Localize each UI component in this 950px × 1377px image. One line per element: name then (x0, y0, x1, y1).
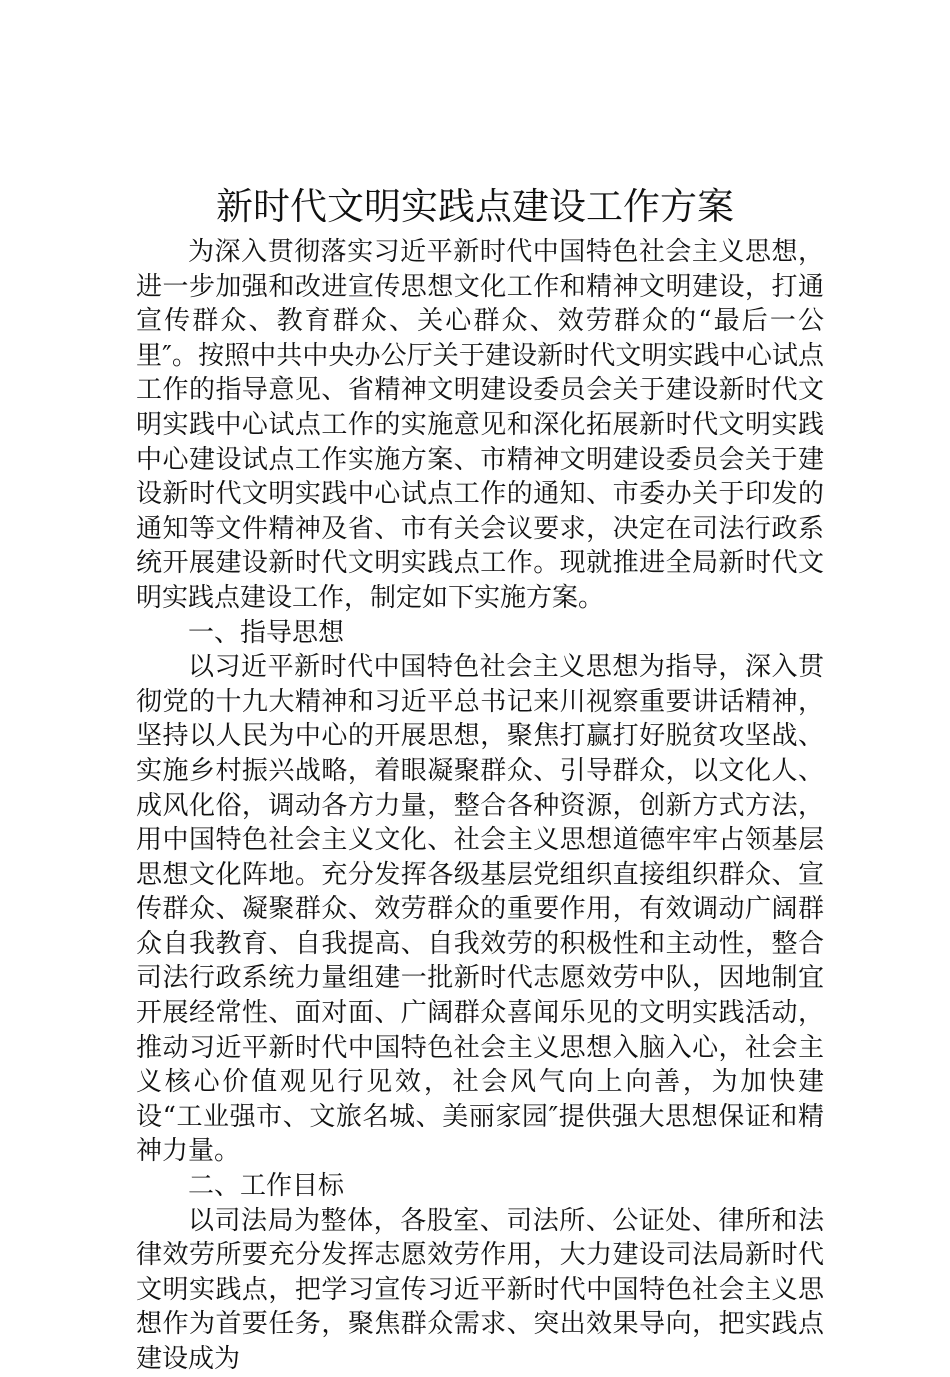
document-body (136, 235, 824, 1377)
paragraph-guiding-ideology: 以习近平新时代中国特色社会主义思想为指导，深入贯彻党的十九大精神和习近平总书记来川视察重要讲话精神，坚持以人民为中心的开展思想，聚焦打赢打好脱贫攻坚战、实施乡村振兴战略，着眼凝聚群众、引导群众，以文化人、成风化俗，调动各方力量，整合各种资源，创新方式方法，用中国特色社会主义文化、社会主义思想道德牢牢占领基层思想文化阵地。充分发挥各级基层党组织直接组织群众、宣传群众、凝聚群众、效劳群众的重要作用，有效调动广阔群众自我教育、自我提高、自我效劳的积极性和主动性，整合司法行政系统力量组建一批新时代志愿效劳中队，因地制宜开展经常性、面对面、广阔群众喜闻乐见的文明实践活动，推动习近平新时代中国特色社会主义思想入脑入心，社会主义核心价值观见行见效，社会风气向上向善，为加快建设“工业强市、文旅名城、美丽家园″提供强大思想保证和精神力量。 (136, 652, 824, 1167)
paragraph-work-goals: 以司法局为整体，各股室、司法所、公证处、律所和法律效劳所要充分发挥志愿效劳作用，大力建设司法局新时代文明实践点，把学习宣传习近平新时代中国特色社会主义思想作为首要任务，聚焦群众需求、突出效果导向，把实践点建设成为 (136, 1205, 824, 1374)
section-heading-guiding-ideology: 一、指导思想 (188, 617, 345, 648)
document-title: 新时代文明实践点建设工作方案 (216, 185, 734, 228)
paragraph-intro: 为深入贯彻落实习近平新时代中国特色社会主义思想，进一步加强和改进宣传思想文化工作和精神文明建设，打通宣传群众、教育群众、关心群众、效劳群众的“最后一公里″。按照中共中央办公厅关于建设新时代文明实践中心试点工作的指导意见、省精神文明建设委员会关于建设新时代文明实践中心试点工作的实施意见和深化拓展新时代文明实践中心建设试点工作实施方案、市精神文明建设委员会关于建设新时代文明实践中心试点工作的通知、市委办关于印发的通知等文件精神及省、市有关会议要求，决定在司法行政系统开展建设新时代文明实践点工作。现就推进全局新时代文明实践点建设工作，制定如下实施方案。 (136, 237, 824, 613)
section-heading-work-goals: 二、工作目标 (188, 1171, 345, 1202)
